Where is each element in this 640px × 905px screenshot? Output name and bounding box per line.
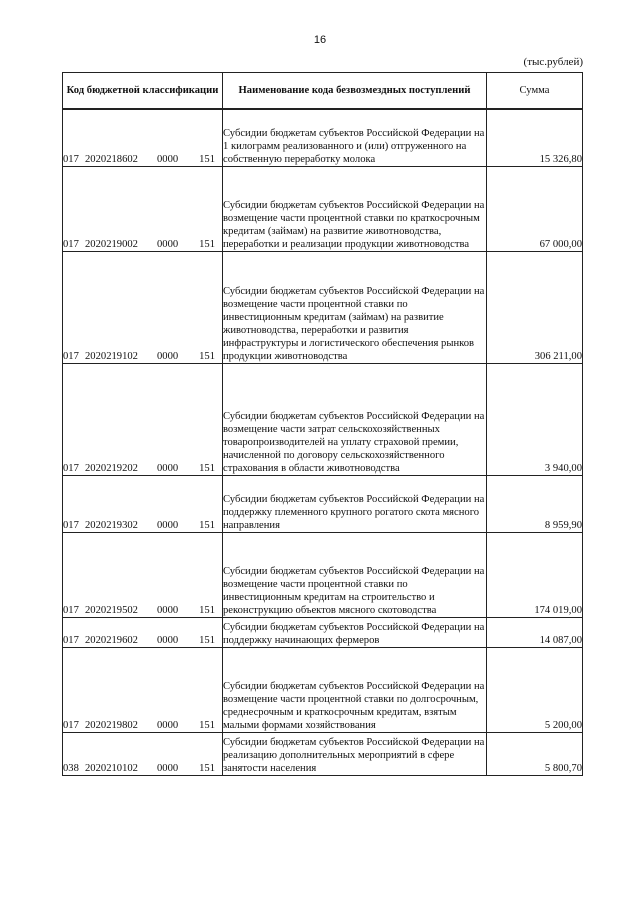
code-main: 2020210102 <box>85 762 138 774</box>
amount: 8 959,90 <box>487 475 583 532</box>
budget-code <box>63 363 223 475</box>
table-row <box>63 647 583 732</box>
amount: 174 019,00 <box>487 532 583 617</box>
budget-code <box>63 109 223 166</box>
code-main: 2020219302 <box>85 519 138 531</box>
budget-code <box>63 732 223 775</box>
amount: 5 200,00 <box>487 647 583 732</box>
code-sub: 0000 <box>157 604 179 616</box>
table-row <box>63 363 583 475</box>
budget-code <box>63 251 223 363</box>
code-sub: 0000 <box>157 719 179 731</box>
code-org: 017 <box>63 634 79 646</box>
code-org: 017 <box>63 153 79 165</box>
table-header-row <box>63 73 583 110</box>
income-name: Субсидии бюджетам субъектов Российской Федерации на поддержку начинающих фермеров <box>223 617 487 647</box>
header-sum: Сумма <box>487 73 583 110</box>
code-org: 017 <box>63 519 79 531</box>
budget-code <box>63 475 223 532</box>
budget-code <box>63 617 223 647</box>
header-code: Код бюджетной классификации <box>63 73 223 110</box>
code-sub: 0000 <box>157 762 179 774</box>
code-org: 017 <box>63 604 79 616</box>
table-row <box>63 532 583 617</box>
header-name: Наименование кода безвозмездных поступлений <box>223 73 487 110</box>
code-end: 151 <box>199 719 215 731</box>
income-name: Субсидии бюджетам субъектов Российской Федерации на 1 килограмм реализованного и (или) отгруженного на собственную переработку молока <box>223 109 487 166</box>
table-row <box>63 475 583 532</box>
table-row <box>63 617 583 647</box>
code-end: 151 <box>199 519 215 531</box>
unit-label: (тыс.рублей) <box>523 56 583 68</box>
code-sub: 0000 <box>157 634 179 646</box>
page-number: 16 <box>313 34 327 46</box>
budget-table <box>62 72 583 776</box>
amount: 15 326,80 <box>487 109 583 166</box>
code-sub: 0000 <box>157 153 179 165</box>
code-end: 151 <box>199 462 215 474</box>
income-name: Субсидии бюджетам субъектов Российской Федерации на возмещение части процентной ставки по инвестиционным кредитам (займам) на развитие животноводства, переработки и развития инфраструктуры и логистического обеспечения рынков продукции животноводства <box>223 251 487 363</box>
code-sub: 0000 <box>157 519 179 531</box>
code-end: 151 <box>199 153 215 165</box>
amount: 67 000,00 <box>487 166 583 251</box>
code-main: 2020219802 <box>85 719 138 731</box>
code-main: 2020219602 <box>85 634 138 646</box>
code-org: 038 <box>63 762 79 774</box>
code-end: 151 <box>199 604 215 616</box>
code-end: 151 <box>199 350 215 362</box>
code-sub: 0000 <box>157 462 179 474</box>
code-org: 017 <box>63 462 79 474</box>
table-row <box>63 251 583 363</box>
code-end: 151 <box>199 762 215 774</box>
code-org: 017 <box>63 350 79 362</box>
amount: 3 940,00 <box>487 363 583 475</box>
table-row <box>63 109 583 166</box>
amount: 5 800,70 <box>487 732 583 775</box>
budget-code <box>63 166 223 251</box>
income-name: Субсидии бюджетам субъектов Российской Федерации на возмещение части процентной ставки по долгосрочным, среднесрочным и краткосрочным кредитам, взятым малыми формами хозяйствования <box>223 647 487 732</box>
income-name: Субсидии бюджетам субъектов Российской Федерации на поддержку племенного крупного рогатого скота мясного направления <box>223 475 487 532</box>
code-end: 151 <box>199 238 215 250</box>
code-org: 017 <box>63 238 79 250</box>
budget-code <box>63 647 223 732</box>
table-row <box>63 166 583 251</box>
code-org: 017 <box>63 719 79 731</box>
code-main: 2020219002 <box>85 238 138 250</box>
income-name: Субсидии бюджетам субъектов Российской Федерации на возмещение части процентной ставки по краткосрочным кредитам (займам) на развитие животноводства, переработки и реализации продукции животноводства <box>223 166 487 251</box>
budget-code <box>63 532 223 617</box>
code-main: 2020218602 <box>85 153 138 165</box>
amount: 306 211,00 <box>487 251 583 363</box>
income-name: Субсидии бюджетам субъектов Российской Федерации на возмещение части процентной ставки по инвестиционным кредитам на строительство и реконструкцию объектов мясного скотоводства <box>223 532 487 617</box>
code-main: 2020219202 <box>85 462 138 474</box>
code-end: 151 <box>199 634 215 646</box>
code-sub: 0000 <box>157 350 179 362</box>
code-sub: 0000 <box>157 238 179 250</box>
income-name: Субсидии бюджетам субъектов Российской Федерации на возмещение части затрат сельскохозяйственных товаропроизводителей на уплату страховой премии, начисленной по договору сельскохозяйственного страхования в области животноводства <box>223 363 487 475</box>
table-row <box>63 732 583 775</box>
code-main: 2020219102 <box>85 350 138 362</box>
income-name: Субсидии бюджетам субъектов Российской Федерации на реализацию дополнительных мероприятий в сфере занятости населения <box>223 732 487 775</box>
amount: 14 087,00 <box>487 617 583 647</box>
code-main: 2020219502 <box>85 604 138 616</box>
